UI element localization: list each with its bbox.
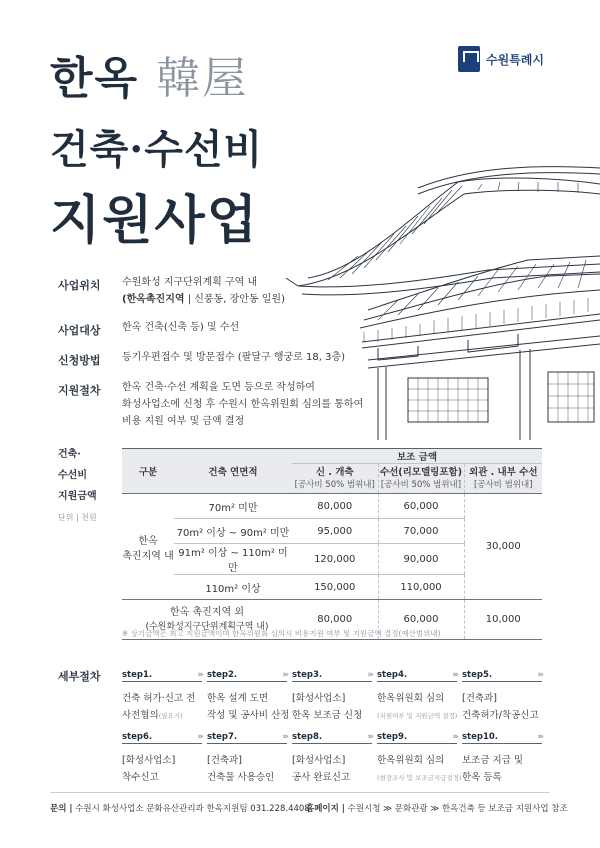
step-card (207, 668, 290, 724)
chevron-double-right-icon: ››› (367, 732, 372, 742)
header-repair-sub: [공사비 50% 범위내] (380, 479, 462, 490)
header-repair (378, 464, 464, 494)
step-body (122, 752, 202, 786)
step-header (292, 668, 372, 682)
footer-contact-text: 수원시 화성사업소 문화유산관리과 한옥지원팀 031.228.4408 (75, 804, 310, 814)
step-line2 (292, 769, 372, 786)
footer-homepage (306, 802, 568, 814)
chevron-double-right-icon: ››› (282, 670, 287, 680)
table-cell-repair: 90,000 (378, 544, 464, 575)
table-cell-repair: 60,000 (378, 494, 464, 519)
chevron-double-right-icon: ››› (452, 732, 457, 742)
step-card (292, 668, 372, 724)
zone-out-label-1: 한옥 촉진지역 외 (170, 606, 244, 618)
step-number: step6. (122, 732, 153, 742)
header-new-sub: [공사비 50% 범위내] (294, 479, 375, 490)
step-number: step1. (122, 670, 153, 680)
step-line2 (207, 707, 290, 724)
info-procedure-line3: 비용 지원 여부 및 금액 결정 (122, 416, 245, 427)
info-location-line2 (122, 291, 285, 308)
step-number: step5. (462, 670, 493, 680)
step-note: (지원여부 및 지원금액 결정) (377, 712, 458, 720)
header-exterior-title: 외관 . 내부 수선 (468, 466, 538, 478)
info-location-line1: 수원화성 지구단위계획 구역 내 (122, 277, 258, 288)
step-line2 (377, 769, 462, 787)
subsidy-unit: 단위 | 천원 (58, 513, 97, 522)
zone-in-label-2: 촉진지역 내 (122, 550, 174, 562)
step-number: step9. (377, 732, 408, 742)
header-exterior-sub: [공사비 범위내] (473, 479, 533, 490)
table-cell-area: 91m² 이상 ~ 110m² 미만 (174, 544, 292, 575)
steps-label: 세부절차 (58, 670, 101, 683)
info-target-value: 한옥 건축(신축 등) 및 수선 (122, 322, 240, 333)
step-body (292, 690, 372, 724)
step-header (462, 730, 542, 744)
step-card (122, 668, 202, 725)
info-location-label: 사업위치 (58, 279, 101, 292)
table-cell-new: 80,000 (292, 600, 378, 640)
header-category: 구분 (122, 449, 174, 494)
chevron-double-right-icon: ››› (282, 732, 287, 742)
table-cell-repair: 70,000 (378, 519, 464, 544)
step-line2 (462, 707, 542, 724)
table-cell-area: 70m² 미만 (174, 494, 292, 519)
footer-divider (50, 792, 550, 793)
info-procedure-label: 지원절차 (58, 384, 101, 397)
step-line2 (292, 707, 372, 724)
step-body (462, 752, 542, 786)
step-line1: [화성사업소] (122, 755, 176, 766)
step-line1: 한옥위원회 심의 (377, 755, 445, 766)
table-cell-exterior-in: 30,000 (464, 494, 542, 600)
step-line2 (122, 707, 202, 725)
step-header (207, 730, 287, 744)
header-repair-title: 수선(리모델링포함) (379, 466, 463, 478)
info-location-value (122, 274, 285, 308)
step-number: step7. (207, 732, 238, 742)
step-line1: 건축 허가·신고 전 (122, 693, 196, 704)
step-body (207, 752, 287, 786)
title-line-1 (50, 42, 248, 106)
header-area: 건축 연면적 (174, 449, 292, 494)
step-card (462, 668, 542, 724)
step-line2 (377, 707, 457, 725)
step-line2-text: 건축허가/착공신고 (462, 710, 539, 721)
table-cell-new: 150,000 (292, 575, 378, 600)
step-line2-text: 공사 완료신고 (292, 772, 351, 783)
step-header (207, 668, 287, 682)
step-header (122, 730, 202, 744)
table-cell-new: 80,000 (292, 494, 378, 519)
footer-homepage-label: 홈페이지 | (306, 804, 345, 814)
subsidy-label-line1: 건축· (58, 449, 81, 460)
step-body (462, 690, 542, 724)
step-line1: 한옥위원회 심의 (377, 693, 445, 704)
step-number: step8. (292, 732, 323, 742)
city-name: 수원특례시 (486, 52, 544, 67)
step-line2-text: 사전협의 (122, 710, 159, 721)
chevron-double-right-icon: ››› (537, 670, 542, 680)
subsidy-label-line2: 수선비 (58, 470, 87, 481)
header-new (292, 464, 378, 494)
step-line1: [화성사업소] (292, 755, 346, 766)
step-header (462, 668, 542, 682)
step-body (207, 690, 290, 724)
chevron-double-right-icon: ››› (367, 670, 372, 680)
chevron-double-right-icon: ››› (452, 670, 457, 680)
step-header (377, 668, 457, 682)
chevron-double-right-icon: ››› (537, 732, 542, 742)
step-line1: 한옥 설계 도면 (207, 693, 269, 704)
step-body (122, 690, 202, 725)
step-line2-text: 한옥 등록 (462, 772, 502, 783)
step-number: step10. (462, 732, 499, 742)
info-location-zone: (한옥촉진지역 (122, 294, 185, 305)
step-body (292, 752, 372, 786)
step-number: step2. (207, 670, 238, 680)
zone-out-label-2: (수원화성지구단위계획구역 내) (145, 621, 269, 632)
step-number: step4. (377, 670, 408, 680)
footer-homepage-text: 수원시청 ≫ 문화관광 ≫ 한옥건축 등 보조금 지원사업 참조 (347, 804, 568, 814)
info-procedure-line2: 화성사업소에 신청 후 수원시 한옥위원회 심의를 통하여 (122, 399, 364, 410)
step-note: (필요시) (158, 712, 183, 720)
step-line2 (462, 769, 542, 786)
step-line1: [건축과] (207, 755, 242, 766)
zone-in-label (122, 494, 174, 600)
step-line2-text: 착수신고 (122, 772, 159, 783)
chevron-double-right-icon: ››› (197, 732, 202, 742)
info-apply-value: 등기우편접수 및 방문접수 (팔달구 행궁로 18, 3층) (122, 352, 346, 363)
step-header (377, 730, 457, 744)
step-card (207, 730, 287, 786)
step-line2-text: 한옥 보조금 신청 (292, 710, 363, 721)
step-body (377, 752, 462, 787)
step-card (462, 730, 542, 786)
title-line-2: 건축·수선비 (50, 126, 264, 173)
suwon-city-logo-icon (458, 46, 480, 72)
step-body (377, 690, 457, 725)
footer-contact-label: 문의 | (50, 804, 73, 814)
table-cell-exterior-out: 10,000 (464, 600, 542, 640)
subsidy-note: ※ 상기금액은 최고 지원금액이며 한옥위원회 심의시 비용지원 여부 및 지원금액 결정(예산범위내) (122, 629, 441, 638)
info-procedure-value (122, 379, 363, 430)
step-header (122, 668, 202, 682)
header-subsidy: 보조 금액 (292, 449, 542, 464)
header-exterior (464, 464, 542, 494)
table-cell-repair: 110,000 (378, 575, 464, 600)
header-new-title: 신 . 개축 (315, 466, 354, 478)
step-card (292, 730, 372, 786)
info-apply-label: 신청방법 (58, 354, 101, 367)
step-line2-text: 건축물 사용승인 (207, 772, 275, 783)
step-line2 (207, 769, 287, 786)
city-logo (458, 46, 544, 72)
step-card (122, 730, 202, 786)
title-hanja: 韓屋 (156, 53, 249, 104)
step-line2 (122, 769, 202, 786)
table-cell-area: 110m² 이상 (174, 575, 292, 600)
step-header (292, 730, 372, 744)
step-line2-text: 작성 및 공사비 산정 (207, 710, 290, 721)
subsidy-table (122, 448, 542, 640)
info-location-areas: | 신풍동, 장안동 일원) (187, 294, 285, 305)
info-target-label: 사업대상 (58, 324, 101, 337)
step-number: step3. (292, 670, 323, 680)
step-line1: 보조금 지급 및 (462, 755, 524, 766)
step-note: (현장조사 및 보조금지급결정) (377, 774, 462, 782)
subsidy-section-label (58, 444, 97, 507)
step-card (377, 668, 457, 725)
chevron-double-right-icon: ››› (197, 670, 202, 680)
step-card (377, 730, 462, 787)
table-cell-new: 95,000 (292, 519, 378, 544)
title-line-3: 지원사업 (50, 190, 259, 251)
step-line1: [화성사업소] (292, 693, 346, 704)
title-hangul: 한옥 (50, 53, 140, 104)
table-cell-area: 70m² 이상 ~ 90m² 미만 (174, 519, 292, 544)
table-cell-repair: 60,000 (378, 600, 464, 640)
footer-contact (50, 802, 310, 814)
subsidy-label-line3: 지원금액 (58, 491, 97, 502)
step-line1: [건축과] (462, 693, 497, 704)
zone-in-label-1: 한옥 (138, 535, 158, 547)
info-procedure-line1: 한옥 건축·수선 계획을 도면 등으로 작성하여 (122, 382, 315, 393)
table-cell-new: 120,000 (292, 544, 378, 575)
